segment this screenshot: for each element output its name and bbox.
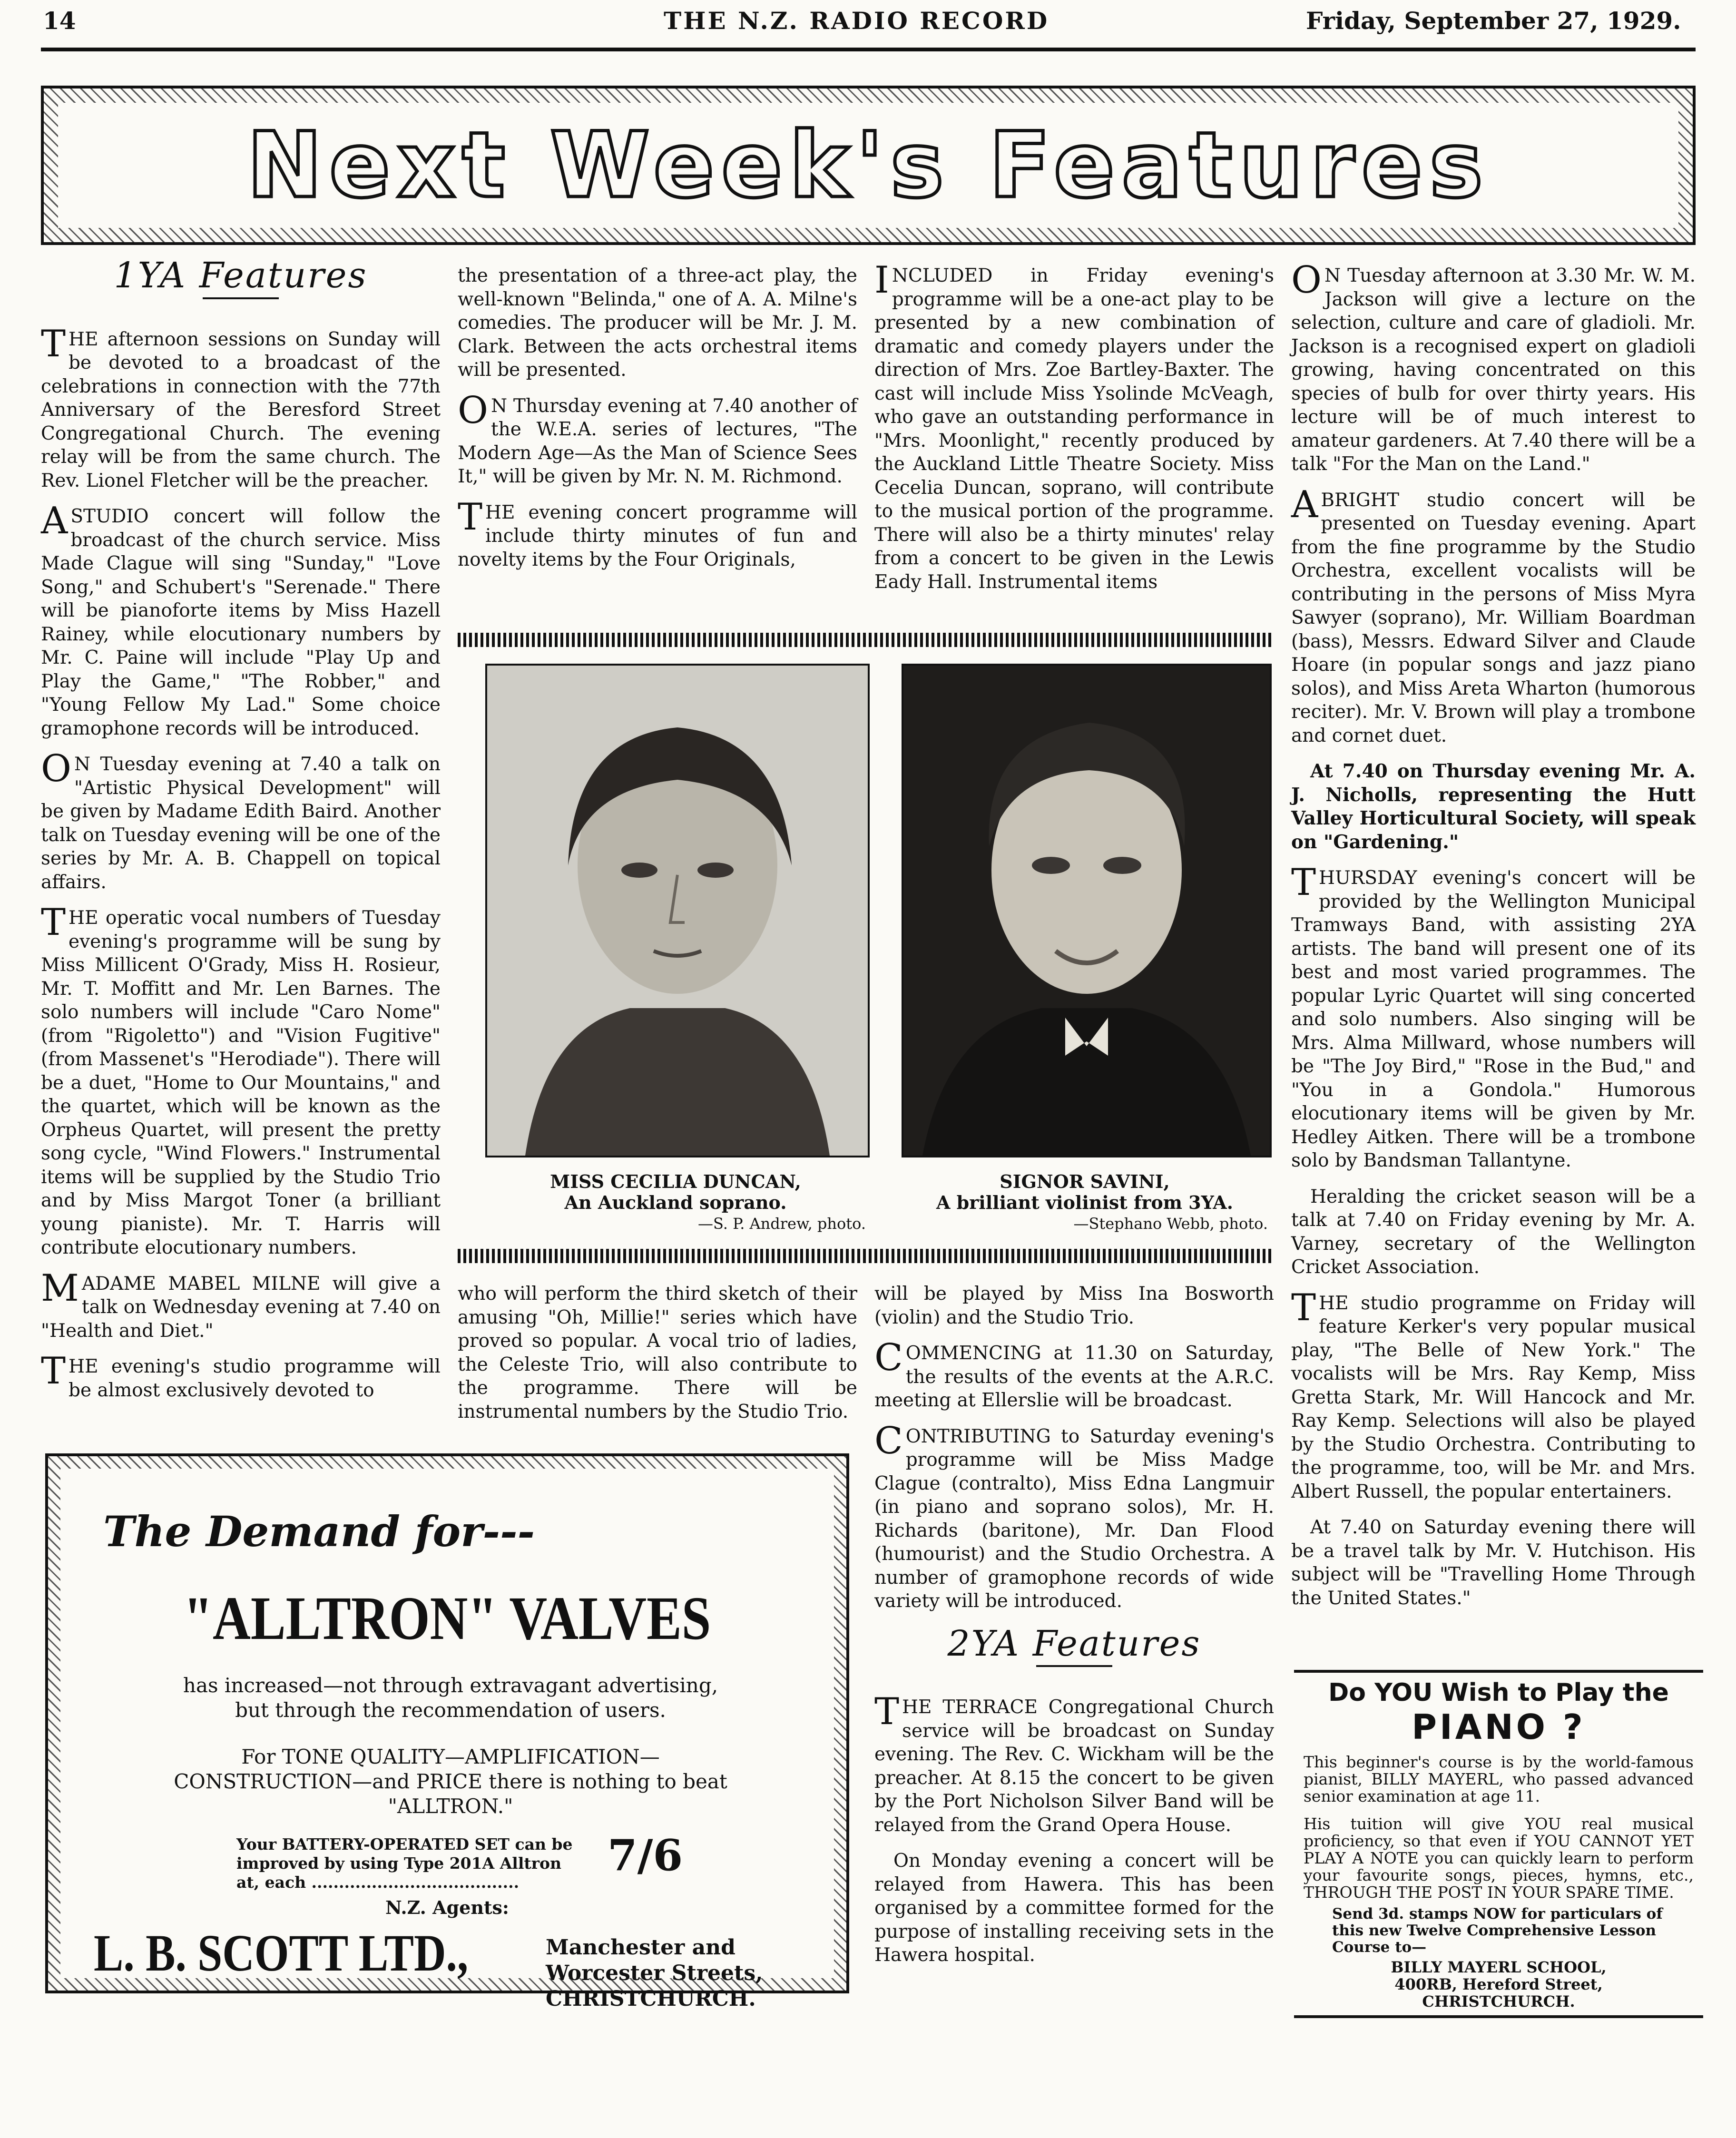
masthead: THE N.Z. RADIO RECORD (664, 7, 1049, 35)
heading-rule (1036, 1665, 1112, 1667)
ad-body3: Send 3d. stamps NOW for particulars of this new Twelve Comprehensive Lesson Course to— (1332, 1905, 1663, 1956)
paragraph: A BRIGHT studio concert will be presented on Tuesday evening. Apart from the fine programme by the Studio Orchestra, excellent vocalists will be contributing in the persons of Miss Myra Sawyer (soprano), Mr. William Boardman (bass), Messrs. Edward Silver and Claude Hoare (in popular songs and jazz piano solos), and Miss Areta Wharton (humorous reciter). Mr. V. Brown will play a trombone and cornet duet. (1291, 483, 1696, 746)
ad-headline: The Demand for--- (103, 1507, 535, 1556)
features-banner (41, 86, 1696, 245)
ad-body1: This beginner's course is by the world-famous pianist, BILLY MAYERL, who passed advanced senior examination at age 11. (1304, 1753, 1694, 1805)
caption-credit: —S. P. Andrew, photo. (698, 1215, 866, 1233)
caption-right (902, 1171, 1268, 1234)
caption-left (485, 1171, 866, 1234)
paragraph: O N Tuesday evening at 7.40 a talk on "Artistic Physical Development" will be given by Madame Edith Baird. Another talk on Tuesday evening will be one of the series by Mr. A. B. Chappell on topical affairs. (41, 747, 441, 893)
caption-desc: An Auckland soprano. (564, 1192, 787, 1213)
column-2-bottom (458, 1282, 857, 1436)
paragraph: O N Thursday evening at 7.40 another of the W.E.A. series of lectures, "The Modern Age—As the Man of Science Sees It," will be given by Mr. N. M. Richmond. (458, 389, 857, 487)
portrait-cecilia-duncan (485, 664, 870, 1157)
paragraph: THE evening concert programme will include thirty minutes of fun and novelty items by the Four Originals, (458, 495, 857, 570)
ad-line2: For TONE QUALITY—AMPLIFICATION—CONSTRUCTION—and PRICE there is nothing to beat "ALLTRON." (174, 1745, 727, 1818)
page-number: 14 (43, 7, 76, 35)
ad-price: 7/6 (608, 1830, 683, 1881)
paragraph: A STUDIO concert will follow the broadcast of the church service. Miss Made Clague will sing "Sunday," "Love Song," and Schubert's "Serenade." There will be pianoforte items by Miss Hazell Rainey, while elocutionary numbers by Mr. C. Paine will include "Play Up and Play the Game," "The Robber," and "Young Fellow My Lad." Some choice gramophone records will be introduced. (41, 500, 441, 739)
paragraph: THE operatic vocal numbers of Tuesday evening's programme will be sung by Miss Millicent O'Grady, Miss H. Rosieur, Mr. T. Moffitt and Mr. Len Barnes. The solo numbers will include "Caro Nome" (from "Rigoletto") and "Vision Fugitive" (from Massenet's "Herodiade"). There will be a duet, "Home to Our Mountains," and the quartet, which will be known as the Orpheus Quartet, will present the pretty song cycle, "Wind Flowers." Instrumental items will be supplied by the Studio Trio and by Miss Margot Toner (a brilliant young pianiste). Mr. T. Harris will contribute elocutionary numbers. (41, 901, 441, 1258)
heading-rule (203, 297, 279, 299)
ad-offer: Your BATTERY-OPERATED SET can be improved by using Type 201A Alltron at, each ...................................... (236, 1835, 573, 1892)
paragraph: who will perform the third sketch of their amusing "Oh, Millie!" series which have proved so popular. A vocal trio of ladies, the Celeste Trio, will also contribute to the programme. There will be instrumental numbers by the Studio Trio. (458, 1283, 857, 1422)
paragraph: O N Tuesday afternoon at 3.30 Mr. W. M. Jackson will give a lecture on the selection, culture and care of gladioli. Mr. Jackson is a recognised expert on gladioli growing, having concentrated on this species of bulb for over thirty years. His lecture will be of much interest to amateur gardeners. At 7.40 there will be a talk "For the Man on the Land." (1291, 259, 1696, 475)
paragraph: THE studio programme on Friday will feature Kerker's very popular musical play, "The Belle of New York." The vocalists will be Mrs. Ray Kemp, Miss Gretta Stark, Mr. Will Hancock and Mr. Ray Kemp. Selections will also be played by the Studio Orchestra. Contributing to the programme, too, will be Mr. and Mrs. Albert Russell, the popular entertainers. (1291, 1286, 1696, 1502)
ad-address2: CHRISTCHURCH. (1422, 1992, 1575, 2011)
caption-name: MISS CECILIA DUNCAN, (550, 1171, 801, 1192)
ad-agents-label: N.Z. Agents: (385, 1897, 509, 1918)
ad-headline: Do YOU Wish to Play the (1328, 1678, 1669, 1707)
caption-desc: A brilliant violinist from 3YA. (936, 1192, 1234, 1213)
column-4 (1291, 259, 1696, 1622)
paragraph: Heralding the cricket season will be a talk at 7.40 on Friday evening by Mr. A. Varney, secretary of the Wellington Cricket Association. (1291, 1186, 1696, 1278)
ad-line1: has increased—not through extravagant advertising, but through the recommendation of users. (183, 1674, 718, 1722)
alltron-advertisement (45, 1453, 849, 2011)
caption-name: SIGNOR SAVINI, (1000, 1171, 1170, 1192)
paragraph: THE afternoon sessions on Sunday will be devoted to a broadcast of the celebrations in connection with the 77th Anniversary of the Beresford Street Congregational Church. The evening relay will be from the same church. The Rev. Lionel Fletcher will be the preacher. (41, 322, 441, 491)
ad-address1: 400RB, Hereford Street, (1394, 1975, 1603, 1993)
caption-credit: —Stephano Webb, photo. (1073, 1215, 1268, 1233)
column-3-top (874, 259, 1274, 606)
portrait-signor-savini (902, 664, 1272, 1157)
banner-title: Next Week's Features (246, 113, 1490, 218)
ad-headline-piano: PIANO ? (1412, 1707, 1586, 1747)
column-2-top (458, 264, 857, 584)
paragraph-bold: At 7.40 on Thursday evening Mr. A. J. Nicholls, representing the Hutt Valley Horticultural Society, will speak on "Gardening." (1291, 760, 1696, 853)
piano-advertisement (1294, 1670, 1703, 2018)
paragraph: THE evening's studio programme will be almost exclusively devoted to (41, 1350, 441, 1401)
paragraph: At 7.40 on Saturday evening there will be a travel talk by Mr. V. Hutchison. His subject will be "Travelling Home Through the United States." (1291, 1517, 1696, 1609)
photo-bottom-border (458, 1249, 1274, 1263)
paragraph: CONTRIBUTING to Saturday evening's programme will be Miss Madge Clague (contralto), Miss Edna Langmuir (in piano and soprano solos), Mr. H. Richards (baritone), Mr. Dan Flood (humourist) and the Studio Orchestra. A number of gramophone records of wide variety will be introduced. (874, 1419, 1274, 1612)
paragraph: will be played by Miss Ina Bosworth (violin) and the Studio Trio. (874, 1283, 1274, 1328)
ad-school: BILLY MAYERL SCHOOL, (1391, 1958, 1607, 1976)
issue-date: Friday, September 27, 1929. (1306, 7, 1681, 35)
photo-top-border (458, 633, 1274, 647)
ad-address: Manchester and Worcester Streets, CHRISTCHURCH. (546, 1935, 763, 2011)
header-rule (41, 48, 1696, 51)
paragraph: MADAME MABEL MILNE will give a talk on Wednesday evening at 7.40 on "Health and Diet." (41, 1266, 441, 1342)
column-1 (41, 255, 441, 1414)
paragraph: INCLUDED in Friday evening's programme will be a one-act play to be presented by a new combination of dramatic and comedy players under the direction of Mrs. Zoe Bartley-Baxter. The cast will include Miss Ysolinde McVeagh, who gave an outstanding performance in "Mrs. Moonlight," recently produced by the Auckland Little Theatre Society. Miss Cecelia Duncan, soprano, will contribute to the musical portion of the programme. There will also be a thirty minutes' relay from a concert to be given in the Lewis Eady Hall. Instrumental items (874, 259, 1274, 593)
paragraph: COMMENCING at 11.30 on Saturday, the results of the events at the A.R.C. meeting at Ellerslie will be broadcast. (874, 1336, 1274, 1411)
1ya-heading: 1YA Features (114, 255, 368, 296)
ad-product: "ALLTRON" VALVES (183, 1584, 711, 1653)
paragraph: THE TERRACE Congregational Church service will be broadcast on Sunday evening. The Rev. C. Wickham will be the preacher. At 8.15 the concert to be given by the Port Nicholson Silver Band will be relayed from the Grand Opera House. (874, 1690, 1274, 1836)
paragraph: THURSDAY evening's concert will be provided by the Wellington Municipal Tramways Band, with assisting 2YA artists. The band will present one of its best and most varied programmes. The popular Lyric Quartet will sing concerted and solo numbers. Also singing will be Mrs. Alma Millward, whose numbers will be "The Joy Bird," "Rose in the Bud," and "You in a Gondola." Humorous elocutionary items will be given by Mr. Hedley Aitken. There will be a trombone solo by Bandsman Tallantyne. (1291, 861, 1696, 1171)
2ya-heading: 2YA Features (947, 1623, 1201, 1664)
paragraph: the presentation of a three-act play, the well-known "Belinda," one of A. A. Milne's comedies. The producer will be Mr. J. M. Clark. Between the acts orchestral items will be presented. (458, 265, 857, 381)
ad-agent: L. B. SCOTT LTD., (94, 1924, 469, 1982)
paragraph: On Monday evening a concert will be relayed from Hawera. This has been organised by a committee formed for the purpose of installing receiving sets in the Hawera hospital. (874, 1850, 1274, 1966)
ad-body2: His tuition will give YOU real musical proficiency, so that even if YOU CANNOT YET PLAY A NOTE you can quickly learn to perform your favourite songs, pieces, hymns, etc., THROUGH THE POST IN YOUR SPARE TIME. (1304, 1814, 1694, 1902)
column-3-bottom (874, 1282, 1274, 1980)
